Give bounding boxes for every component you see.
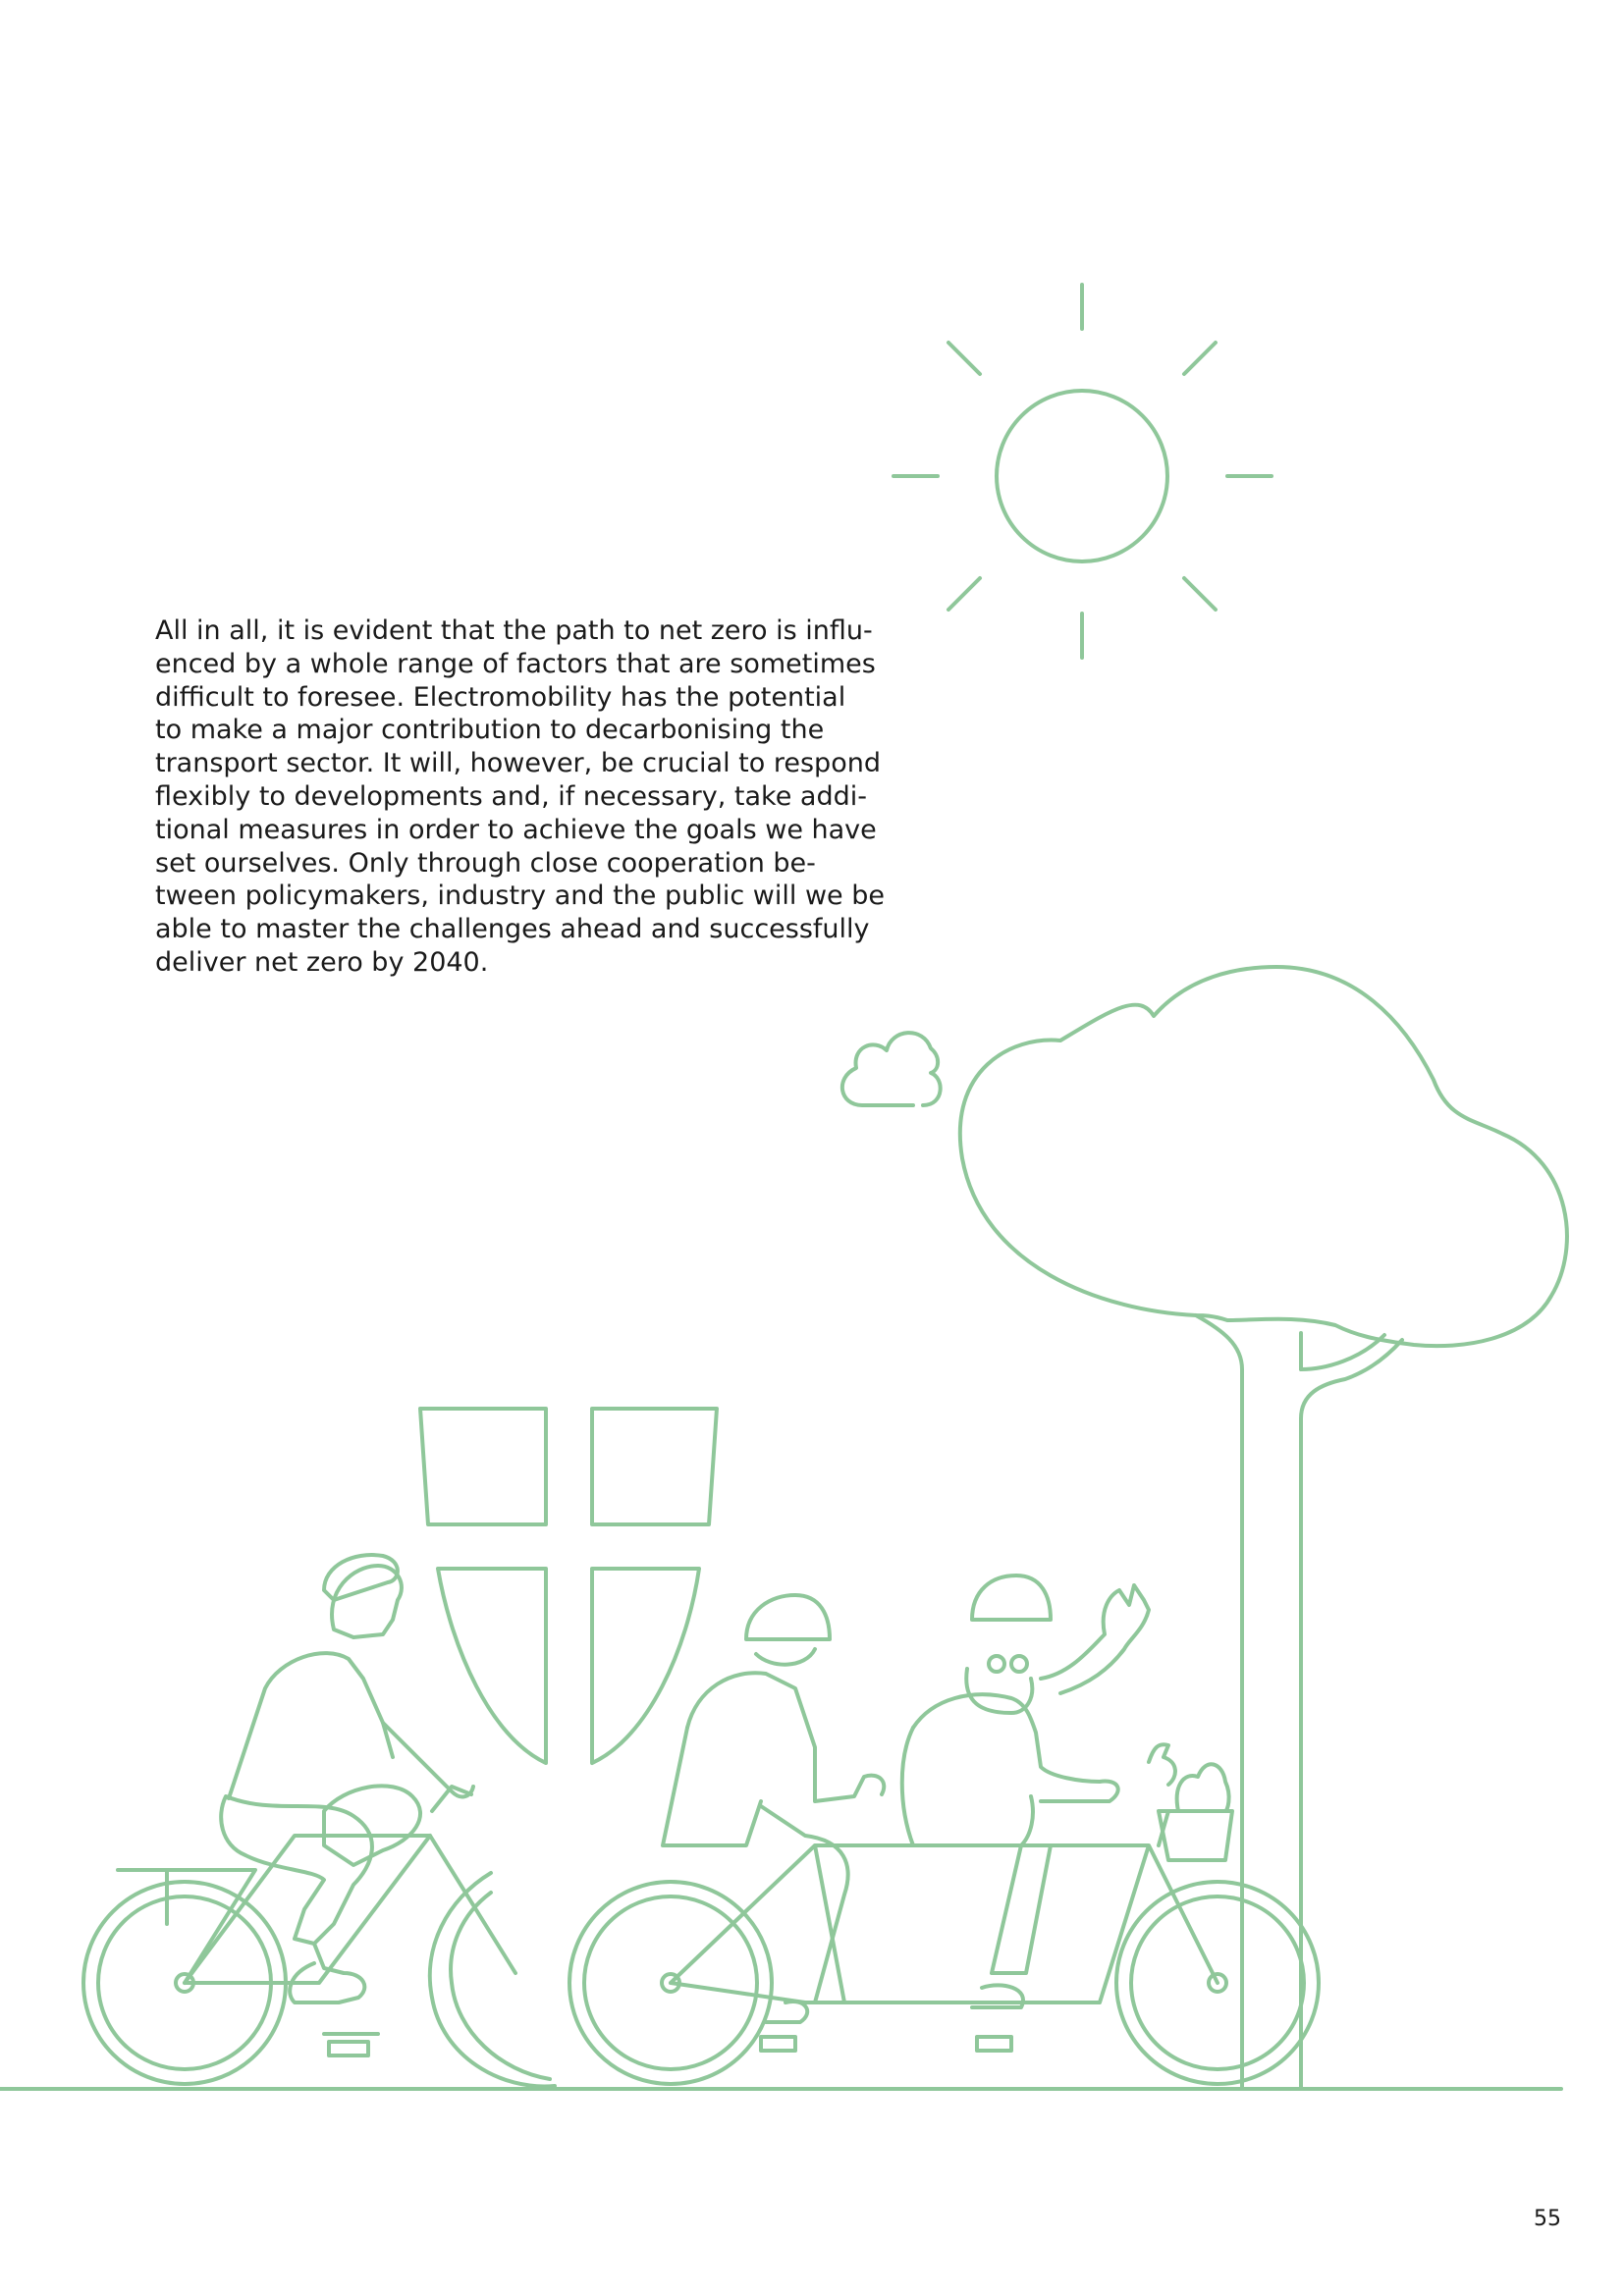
paragraph-line: set ourselves. Only through close cooperation be- [155, 847, 816, 879]
paragraph-line: tween policymakers, industry and the public will we be [155, 881, 886, 912]
paragraph-line: deliver net zero by 2040. [155, 946, 489, 978]
paragraph-line: enced by a whole range of factors that are sometimes [155, 648, 876, 679]
window [420, 1409, 717, 1763]
paragraph-line: All in all, it is evident that the path to net zero is influ- [155, 615, 873, 646]
paragraph-line: tional measures in order to achieve the goals we have [155, 814, 877, 845]
tandem-bicycle-riders [569, 1575, 1319, 2084]
tree [960, 967, 1567, 2089]
page-number: 55 [1534, 2207, 1561, 2231]
paragraph-line: flexibly to developments and, if necessary, take addi- [155, 780, 867, 812]
paragraph-line: transport sector. It will, however, be crucial to respond [155, 748, 881, 779]
sun-icon [893, 285, 1272, 658]
paragraph-line: able to master the challenges ahead and successfully [155, 914, 870, 945]
cyclist [83, 1555, 555, 2086]
paragraph-line: to make a major contribution to decarbonising the [155, 715, 825, 746]
cloud-icon [842, 1033, 941, 1105]
paragraph-line: difficult to foresee. Electromobility has the potential [155, 681, 846, 713]
